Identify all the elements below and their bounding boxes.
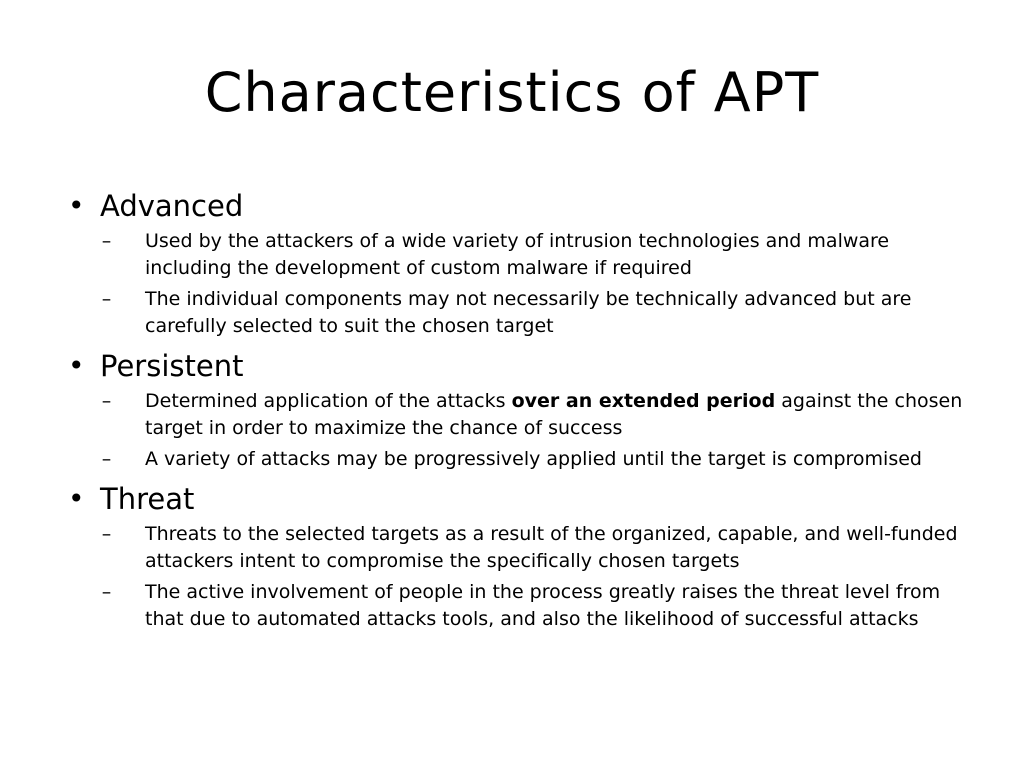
sub-marker: – <box>101 448 112 470</box>
sub-item-advanced-1 <box>68 228 968 282</box>
bullet-marker: • <box>68 482 85 515</box>
threat-sub-list <box>68 521 968 633</box>
sub-marker: – <box>101 523 112 545</box>
sub-marker: – <box>101 581 112 603</box>
sub-text-after: against the chosen target in order to maximize the chance of success <box>145 390 963 439</box>
sub-marker: – <box>101 390 112 412</box>
sub-text-emphasis: over an extended period <box>511 390 776 412</box>
bullet-marker: • <box>68 349 85 382</box>
advanced-sub-list <box>68 228 968 340</box>
bullet-heading-threat: Threat <box>100 482 195 516</box>
sub-text <box>145 388 965 442</box>
sub-item-persistent-1 <box>68 388 968 442</box>
sub-item-threat-2 <box>68 579 968 633</box>
sub-text: A variety of attacks may be progressively applied until the target is compromised <box>145 448 922 470</box>
sub-item-advanced-2 <box>68 286 968 340</box>
bullet-heading-persistent: Persistent <box>100 349 244 383</box>
bullet-advanced <box>68 184 968 228</box>
sub-item-persistent-2 <box>68 446 968 473</box>
bullet-persistent <box>68 344 968 388</box>
sub-text-before: Determined application of the attacks <box>145 390 512 412</box>
sub-item-threat-1 <box>68 521 968 575</box>
persistent-sub-list <box>68 388 968 473</box>
slide-content <box>68 184 968 637</box>
bullet-heading-advanced: Advanced <box>100 189 244 223</box>
sub-text: Threats to the selected targets as a result of the organized, capable, and well-funded attackers intent to compromise the specifically chosen targets <box>145 523 958 572</box>
bullet-marker: • <box>68 189 85 222</box>
sub-text: Used by the attackers of a wide variety of intrusion technologies and malware including the development of custom malware if required <box>145 230 890 279</box>
sub-marker: – <box>101 230 112 252</box>
sub-text: The active involvement of people in the process greatly raises the threat level from that due to automated attacks tools, and also the likelihood of successful attacks <box>145 581 941 630</box>
sub-text: The individual components may not necessarily be technically advanced but are carefully selected to suit the chosen target <box>145 288 912 337</box>
sub-marker: – <box>101 288 112 310</box>
bullet-threat <box>68 477 968 521</box>
slide-title: Characteristics of APT <box>204 61 820 124</box>
